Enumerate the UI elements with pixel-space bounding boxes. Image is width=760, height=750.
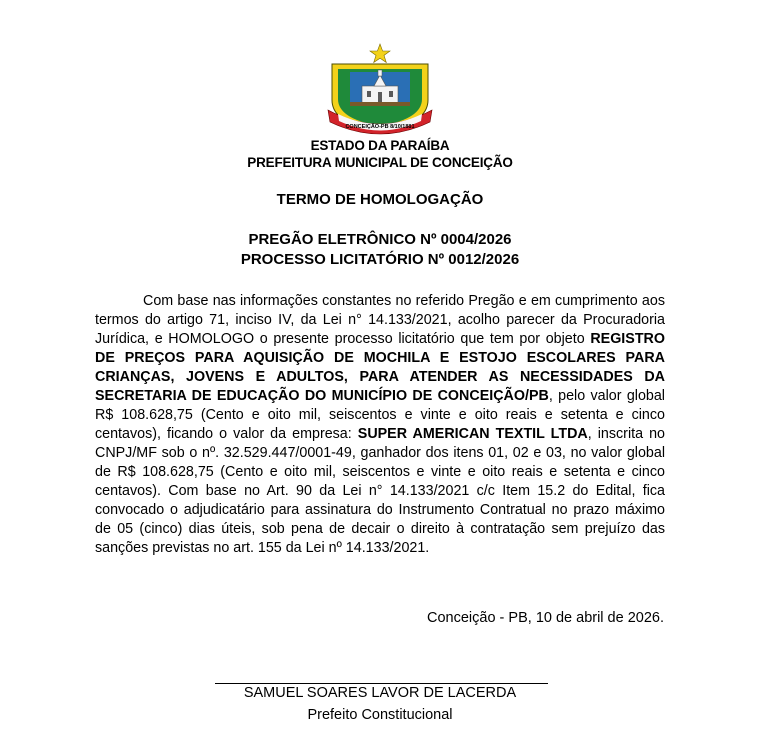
state-name: ESTADO DA PARAÍBA: [310, 138, 450, 153]
winning-company: SUPER AMERICAN TEXTIL LTDA: [357, 426, 588, 442]
processo-number: PROCESSO LICITATÓRIO Nº 0012/2026: [240, 251, 520, 268]
paragraph-part-1: Com base nas informações constantes no referido Pregão e em cumprimento aos termos do artigo 71, inciso IV, da Lei n° 14.133/2021, acolho parecer da Procuradoria Jurídica, e HOMOLOGO o presente processo licitatório que tem por objeto: [95, 293, 665, 347]
signatory-role: Prefeito Constitucional: [307, 707, 453, 723]
document-title: TERMO DE HOMOLOGAÇÃO: [276, 191, 484, 208]
procurement-object: REGISTRO DE PREÇOS PARA AQUISIÇÃO DE MOCHILA E ESTOJO ESCOLARES PARA CRIANÇAS, JOVENS E ADULTOS, PARA ATENDER AS NECESSIDADES DA SECRETARIA DE EDUCAÇÃO DO MUNICÍPIO DE CONCEIÇÃO/PB: [95, 331, 665, 404]
paragraph-part-3: , inscrita no CNPJ/MF sob o nº. 32.529.447/0001-49, ganhador dos itens 01, 02 e 03, no valor global de R$ 108.628,75 (Cento e oito mil, seiscentos e vinte e oito reais e setenta e cinco centavos). Com base no Art. 90 da Lei n° 14.133/2021 c/c Item 15.2 do Edital, fica convocado o adjudicatário para assinatura do Instrumento Contratual no prazo máximo de 05 (cinco) dias úteis, sob pena de decair o direito à contratação sem prejuízo das sanções previstas no art. 155 da Lei nº 14.133/2021.: [95, 426, 665, 556]
municipality-name: PREFEITURA MUNICIPAL DE CONCEIÇÃO: [247, 155, 513, 170]
pregao-number: PREGÃO ELETRÔNICO Nº 0004/2026: [248, 231, 512, 248]
homologation-paragraph: [95, 292, 665, 558]
signatory-name: SAMUEL SOARES LAVOR DE LACERDA: [243, 685, 517, 701]
document-date: Conceição - PB, 10 de abril de 2026.: [427, 610, 664, 626]
seal-ribbon-text: CONCEIÇÃO-PB 8/10/1881: [345, 124, 415, 130]
paragraph-part-2: , pelo valor global R$ 108.628,75 (Cento e oito mil, seiscentos e vinte e oito reais e setenta e cinco centavos), ficando o valor da empresa:: [95, 388, 665, 442]
municipal-coat-of-arms-icon: [318, 42, 442, 138]
signature-line: [215, 683, 548, 684]
